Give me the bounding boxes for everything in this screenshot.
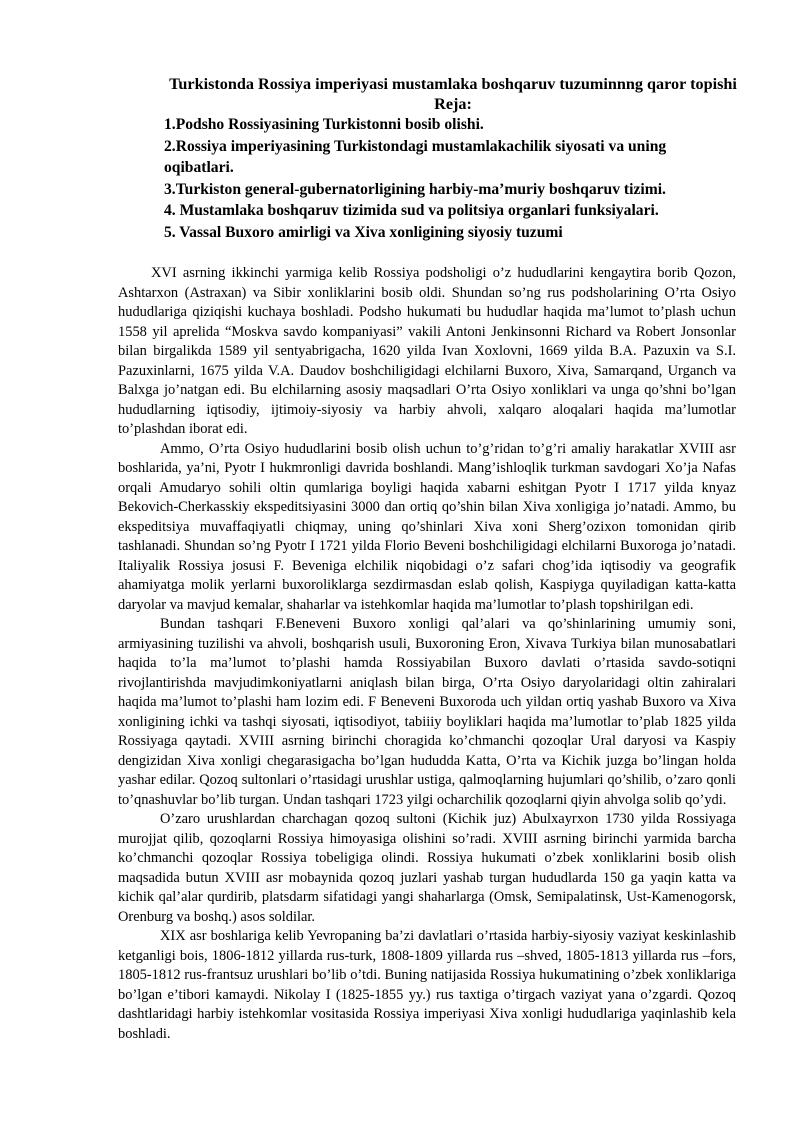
paragraph: XVI asrning ikkinchi yarmiga kelib Rossiya podsholigi o’z hududlarini kengaytira borib Qozon, Ashtarxon (Astraxan) va Sibir xonliklarini bosib oldi. Shundan so’ng rus podsholarining O’rta Osiyo hududlariga qiziqishi kuchaya boshladi. Podsho hukumati bu hududlar haqida ma’lumot to’plash uchun 1558 yil aprelida “Moskva savdo kompaniyasi” vakili Antoni Jenkinsonni Richard va Robert Jonsonlar bilan birgalikda 1589 yil sentyabrigacha, 1620 yilda Ivan Xoxlovni, 1669 yilda B.A. Pazuxin va S.I. Pazuxinlarni, 1675 yilda V.A. Daudov boshchiligidagi elchilarni Buxoro, Xiva, Samarqand, Urganch va Balxga jo’natgan edi. Bu elchilarning asosiy maqsadlari O’rta Osiyo xonliklari va unga qo’shni bo’lgan hududlarning iqtisodiy, ijtimoiy-siyosiy va harbiy ahvoli, xalqaro aloqalari haqida ma’lumotlar to’plashdan iborat edi. (118, 265, 736, 437)
plan-item: 4. Mustamlaka boshqaruv tizimida sud va politsiya organlari funksiyalari. (164, 202, 659, 219)
paragraph: O’zaro urushlardan charchagan qozoq sultoni (Kichik juz) Abulxayrxon 1730 yilda Rossiyaga murojjat qilib, qozoqlarni Rossiya himoyasiga olishini so’radi. XVIII asrning birinchi yarmida barcha ko’chmanchi qozoqlar Rossiya tobeligiga olindi. Rossiya hukumati o’zbek xonliklarini bosib olish maqsadida butun XVIII asr mobaynida qozoq juzlari yashab turgan hududlarda 150 ga yaqin katta va kichik qal’alar qurdirib, platsdarm sifatidagi yangi shaharlarga (Omsk, Semipalatinsk, Ust-Kamenogorsk, Orenburg va boshq.) asos soldilar. (118, 811, 736, 925)
paragraph: Bundan tashqari F.Beneveni Buxoro xonligi qal’alari va qo’shinlarining umumiy soni, armiyasining tuzilishi va ahvoli, boshqarish usuli, Buxoroning Eron, Xivava Turkiya bilan munosabatlari haqida to’la ma’lumot to’plashi hamda Rossiyabilan Buxoro davlati o’rtasida savdo-sotiqni rivojlantirishda mavjudimkoniyatlarni aniqlash bilan birga, O’rta Osiyo daryolaridagi oltin zahiralari haqida ma’lumot to’plashi ham lozim edi. F Beneveni Buxoroda uch yildan ortiq yashab Buxoro va Xiva xonligining ichki va tashqi siyosati, iqtisodiyot, tabiiiy boyliklari haqida ma’lumotlar to’plab 1825 yilda Rossiyaga qaytadi. XVIII asrning birinchi choragida ko’chmanchi qozoqlar Ural daryosi va Kaspiy dengizidan Xiva xonligi chegarasigacha bo’lgan hududda Katta, O’rta va Kichik juzga bo’lingan holda yashar edilar. Qozoq sultonlari o’rtasidagi urushlar ustiga, qalmoqlarning hujumlari qo’shilib, o’zaro qonli to’qnashuvlar bo’lib turgan. Undan tashqari 1723 yilgi ocharchilik qozoqlarni qiyin ahvolga solib qo’ydi. (118, 616, 736, 808)
plan-item: 5. Vassal Buxoro amirligi va Xiva xonligining siyosiy tuzumi (164, 223, 563, 241)
paragraph: Ammo, O’rta Osiyo hududlarini bosib olish uchun to’g’ridan to’g’ri amaliy harakatlar XVIII asr boshlarida, ya’ni, Pyotr I hukmronligi davrida boshlandi. Mang’ishloqlik turkman savdogari Xo’ja Nafas orqali Amudaryo sohili oltin qumlariga boyligi haqida xabarni eshitgan Pyotr I 1717 yilda knyaz Bekovich-Cherkasskiy ekspeditsiyasini 3000 dan ortiq qo’shin bilan Xiva xonligiga jo’natadi. Ammo, bu ekspeditsiya muvaffaqiyatli chiqmay, uning qo’shinlari Xiva xoni Sherg’ozixon tomonidan qirib tashlanadi. Shundan so’ng Pyotr I 1721 yilda Florio Beveni boshchiligidagi elchilarni Buxoroga jo’natadi. Italiyalik Rossiya josusi F. Beveniga elchilik niqobidagi o’z safari chog’ida iqtisodiy va geografik ahamiyatga molik yerlarni buxoroliklarga sezdirmasdan eslab qolish, Kaspiyga quyiladigan katta-katta daryolar va mavjud kemalar, shaharlar va istehkomlar haqida ma’lumotlar to’plash topshirilgan edi. (118, 440, 736, 613)
plan-item: 1.Podsho Rossiyasining Turkistonni bosib olishi. (164, 116, 484, 133)
document-title: Turkistonda Rossiya imperiyasi mustamlaka boshqaruv tuzuminnng qaror topishi (169, 75, 737, 93)
plan-list (118, 114, 736, 243)
document-page (118, 74, 736, 1044)
plan-heading: Reja: (434, 95, 472, 113)
paragraph: XIX asr boshlariga kelib Yevropaning ba’zi davlatlari o’rtasida harbiy-siyosiy vaziyat keskinlashib ketganligi bois, 1806-1812 yillarda rus-turk, 1808-1809 yillarda rus –shved, 1805-1813 yillarda rus –fors, 1805-1812 rus-frantsuz urushlari bo’lib o’tdi. Buning natijasida Rossiya hukumatining o’zbek xonliklariga bo’lgan e’tibori kamaydi. Nikolay I (1825-1855 yy.) rus taxtiga o’tirgach vaziyat yana o’zgardi. Qozoq dashtlaridagi harbiy istehkomlar vositasida Rossiya imperiyasi Xiva xonligi hududlariga yaqinlashib kela boshladi. (118, 928, 736, 1042)
plan-item: 2.Rossiya imperiyasining Turkistondagi mustamlakachilik siyosati va uning oqibatlari. (164, 137, 667, 176)
plan-item: 3.Turkiston general-gubernatorligining harbiy-ma’muriy boshqaruv tizimi. (164, 180, 666, 198)
body-text (118, 264, 736, 1044)
